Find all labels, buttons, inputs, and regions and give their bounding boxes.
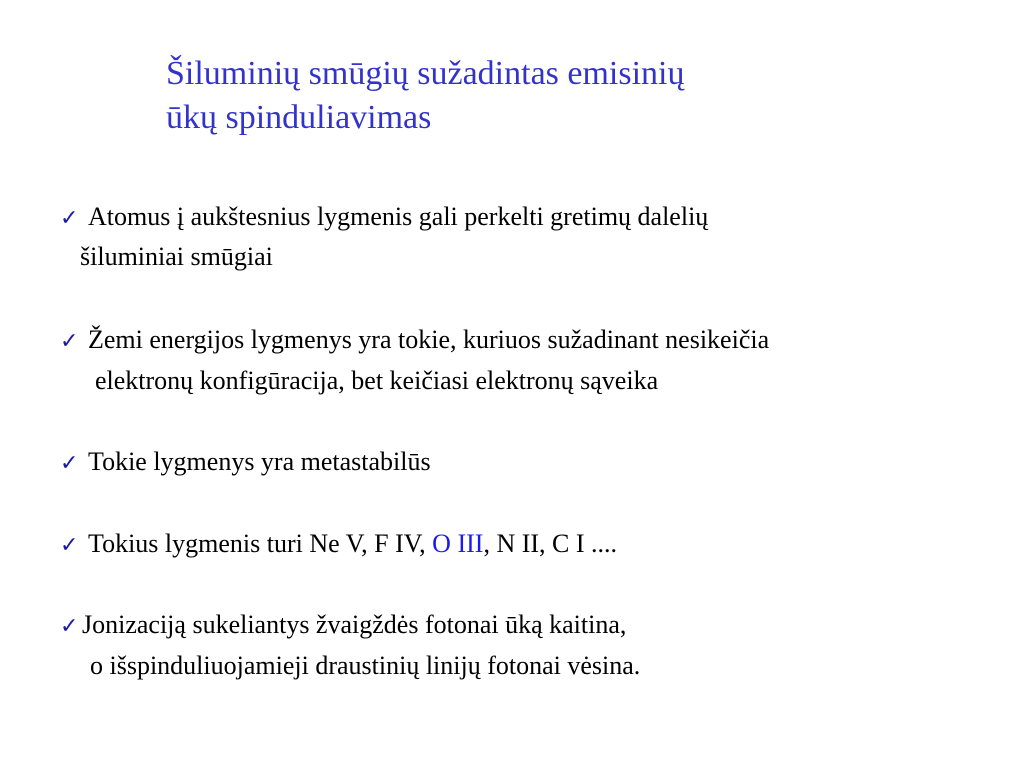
checkmark-icon: ✓ — [60, 206, 79, 231]
bullet-2-line-2: elektronų konfigūracija, bet keičiasi elektronų sąveika — [95, 366, 659, 395]
bullet-4-highlight-oiii: O III — [432, 529, 484, 558]
bullet-5-continuation — [90, 650, 640, 682]
checkmark-icon: ✓ — [60, 329, 79, 354]
slide-title-line-1: Šiluminių smūgių sužadintas emisinių — [166, 55, 685, 92]
bullet-2-continuation — [95, 365, 658, 397]
bullet-4-text-before: Tokius lygmenis turi Ne V, F IV, — [88, 529, 426, 558]
bullet-1-line-2: šiluminiai smūgiai — [80, 242, 273, 271]
bullet-5 — [60, 609, 626, 643]
bullet-4-text-after: , N II, C I .... — [483, 529, 618, 558]
slide-title-line-2: ūkų spinduliavimas — [166, 99, 432, 136]
bullet-1-continuation — [80, 241, 273, 273]
bullet-5-line-1: Jonizaciją sukeliantys žvaigždės fotonai ūką kaitina, — [82, 610, 627, 639]
bullet-3 — [60, 446, 431, 480]
checkmark-icon: ✓ — [60, 451, 79, 476]
bullet-4 — [60, 528, 617, 562]
checkmark-icon: ✓ — [60, 614, 79, 639]
slide-title — [166, 52, 685, 140]
bullet-5-line-2: o išspinduliuojamieji draustinių linijų fotonai vėsina. — [90, 651, 641, 680]
bullet-2-line-1: Žemi energijos lygmenys yra tokie, kuriuos sužadinant nesikeičia — [88, 325, 770, 354]
checkmark-icon: ✓ — [60, 533, 79, 558]
bullet-1-line-1: Atomus į aukštesnius lygmenis gali perkelti gretimų dalelių — [88, 202, 709, 231]
bullet-3-line-1: Tokie lygmenys yra metastabilūs — [88, 447, 431, 476]
bullet-1 — [60, 201, 708, 235]
bullet-2 — [60, 324, 769, 358]
